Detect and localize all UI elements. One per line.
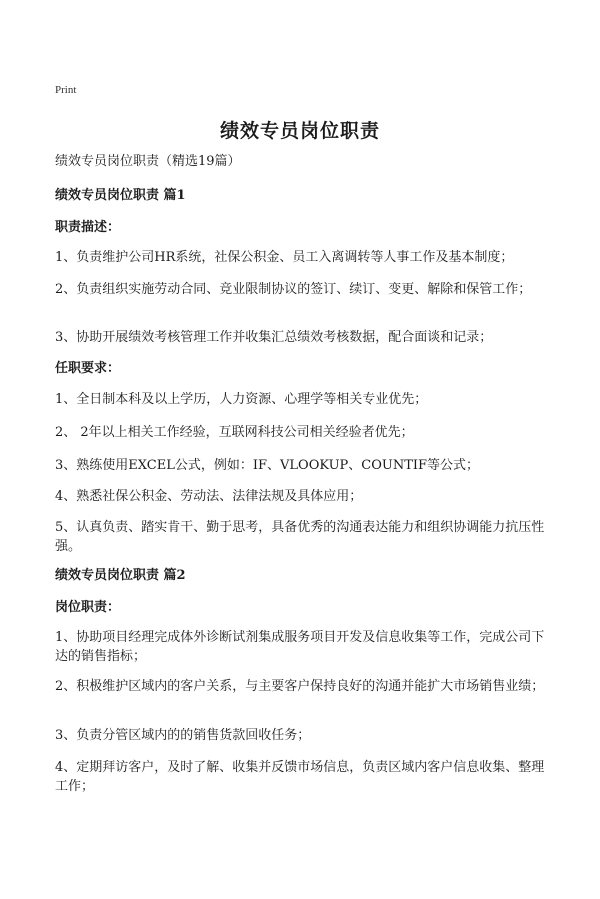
article1-section2-item: 2、 2年以上相关工作经验，互联网科技公司相关经验者优先； [55, 425, 414, 440]
article2-section1-item: 4、定期拜访客户，及时了解、收集并反馈市场信息，负责区域内客户信息收集、整理工作； [55, 760, 545, 794]
article1-section2-item: 4、熟悉社保公积金、劳动法、法律法规及具体应用； [55, 489, 363, 504]
article2-section1-item: 2、积极维护区域内的客户关系，与主要客户保持良好的沟通并能扩大市场销售业绩； [55, 679, 545, 694]
article1-section2-item: 3、熟练使用EXCEL公式，例如：IF、VLOOKUP、COUNTIF等公式； [55, 458, 480, 473]
article2-heading: 绩效专员岗位职责 篇2 [55, 568, 186, 583]
article1-heading: 绩效专员岗位职责 篇1 [55, 188, 186, 203]
article2-section1-title: 岗位职责： [55, 600, 121, 615]
article1-section2-item: 1、全日制本科及以上学历，人力资源、心理学等相关专业优先； [55, 392, 428, 407]
document-subtitle: 绩效专员岗位职责（精选19篇） [55, 154, 241, 169]
article2-section1-item: 1、协助项目经理完成体外诊断试剂集成服务项目开发及信息收集等工作，完成公司下达的销售指标； [55, 630, 545, 664]
article1-section2-title: 任职要求： [55, 361, 121, 376]
document-title: 绩效专员岗位职责 [219, 120, 380, 142]
article1-section2-item: 5、认真负责、踏实肯干、勤于思考，具备优秀的沟通表达能力和组织协调能力抗压性强。 [55, 520, 545, 554]
article1-section1-title: 职责描述： [55, 220, 121, 235]
article1-section1-item: 3、协助开展绩效考核管理工作并收集汇总绩效考核数据，配合面谈和记录； [55, 330, 493, 345]
print-label: Print [55, 84, 77, 96]
article1-section1-item: 1、负责维护公司HR系统，社保公积金、员工入离调转等人事工作及基本制度； [55, 250, 514, 265]
article1-section1-item: 2、负责组织实施劳动合同、竞业限制协议的签订、续订、变更、解除和保管工作； [55, 282, 532, 297]
article2-section1-item: 3、负责分管区域内的的销售货款回收任务； [55, 728, 311, 743]
